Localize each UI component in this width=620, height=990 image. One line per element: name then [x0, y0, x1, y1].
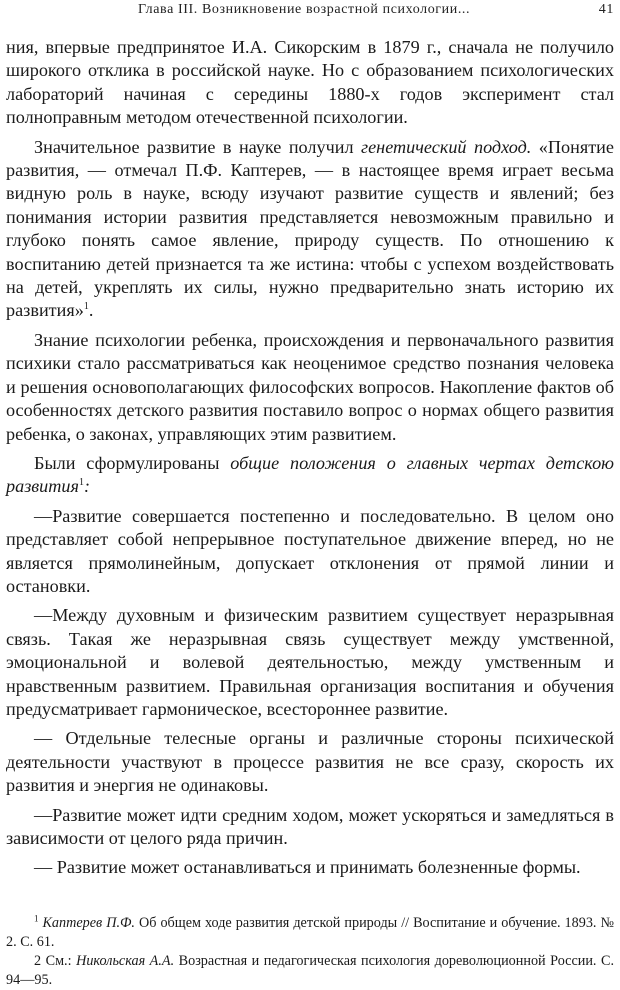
- paragraph-2-end: .: [88, 300, 94, 321]
- footnote-2-prefix: 2 См.:: [34, 952, 77, 969]
- footnote-1-mark: 1: [34, 913, 39, 924]
- list-item: —Между духовным и физическим развитием существует неразрывная связь. Такая же неразрывная связь существует между умственной, эмоциональной и волевой деятельностью, между умственным и нравственным развитием. Правильная организация воспитания и обучения предусматривает гармоническое, всестороннее развитие.: [6, 605, 614, 719]
- list-item: —Развитие совершается постепенно и последовательно. В целом оно представляет собой непрерывное поступательное движение вперед, но не является прямолинейным, допускает отклонения от прямой линии и остановки.: [6, 505, 614, 596]
- term-genetic-approach: генетический подход.: [361, 136, 532, 157]
- paragraph-1: ния, впервые предпринятое И.А. Сикорским в 1879 г., сначала не получило широкого отклика в российской науке. Но с образованием психологических лабораторий начиная с середины 1880-х годов эксперимент стал полноправным методом отечественной психологии.: [6, 37, 614, 128]
- footnote-1-text: Об общем ходе развития детской природы // Воспитание и обучение. 1893. № 2. С. 61.: [6, 914, 615, 950]
- chapter-title: Глава III. Возникновение возрастной психологии...: [138, 2, 471, 17]
- kapterev-quote: «Понятие развития, — отмечал П.Ф. Каптерев, — в настоящее время играет весьма видную роль в науке, всюду изучают развитие существ и явлений; без понимания истории развития представляется невозможным правильно и глубоко понять самое явление, природу существ. По отношению к воспитанию детей признается та же истина: чтобы с успехом воздействовать на детей, укреплять их силы, нужно предварительно знать историю их развития»: [6, 136, 614, 321]
- body-text: [6, 36, 614, 880]
- paragraph-4: [6, 452, 614, 499]
- paragraph-4-lead: Были сформулированы: [34, 452, 231, 473]
- paragraph-2: [6, 136, 614, 323]
- term-general-principles: общие положения о главных чертах детскою развития: [6, 452, 614, 497]
- list-item: — Развитие может останавливаться и принимать болезненные формы.: [34, 857, 581, 878]
- footnote-2: [6, 952, 614, 990]
- footnote-2-author: Никольская А.А.: [76, 952, 175, 969]
- document-page: [6, 0, 614, 990]
- footnote-2-text: Возрастная и педагогическая психология дореволюционной России. С. 94—95.: [6, 952, 615, 988]
- footnote-ref-2: 1: [78, 477, 84, 489]
- footnote-1-author: Каптерев П.Ф.: [42, 914, 135, 931]
- list-item: — Отдельные телесные органы и различные стороны психической деятельности участвуют в процессе развития не все сразу, скорость их развития и энергия не одинаковы.: [6, 728, 614, 796]
- paragraph-2-lead: Значительное развитие в науке получил: [34, 136, 361, 157]
- list-item: —Развитие может идти средним ходом, может ускоряться и замедляться в зависимости от целого ряда причин.: [6, 804, 614, 848]
- paragraph-4-colon: :: [83, 476, 91, 497]
- footnote-ref-1: 1: [83, 301, 89, 313]
- paragraph-3: Знание психологии ребенка, происхождения и первоначального развития психики стало рассматриваться как неоценимое средство познания человека и решения основополагающих философских вопросов. Накопление фактов об особенностях детского развития поставило вопрос о нормах общего развития ребенка, о законах, управляющих этим развитием.: [6, 329, 614, 444]
- page-number: 41: [598, 2, 614, 17]
- footnote-1: [6, 914, 614, 952]
- running-header: [6, 0, 614, 28]
- footnotes: [6, 914, 614, 990]
